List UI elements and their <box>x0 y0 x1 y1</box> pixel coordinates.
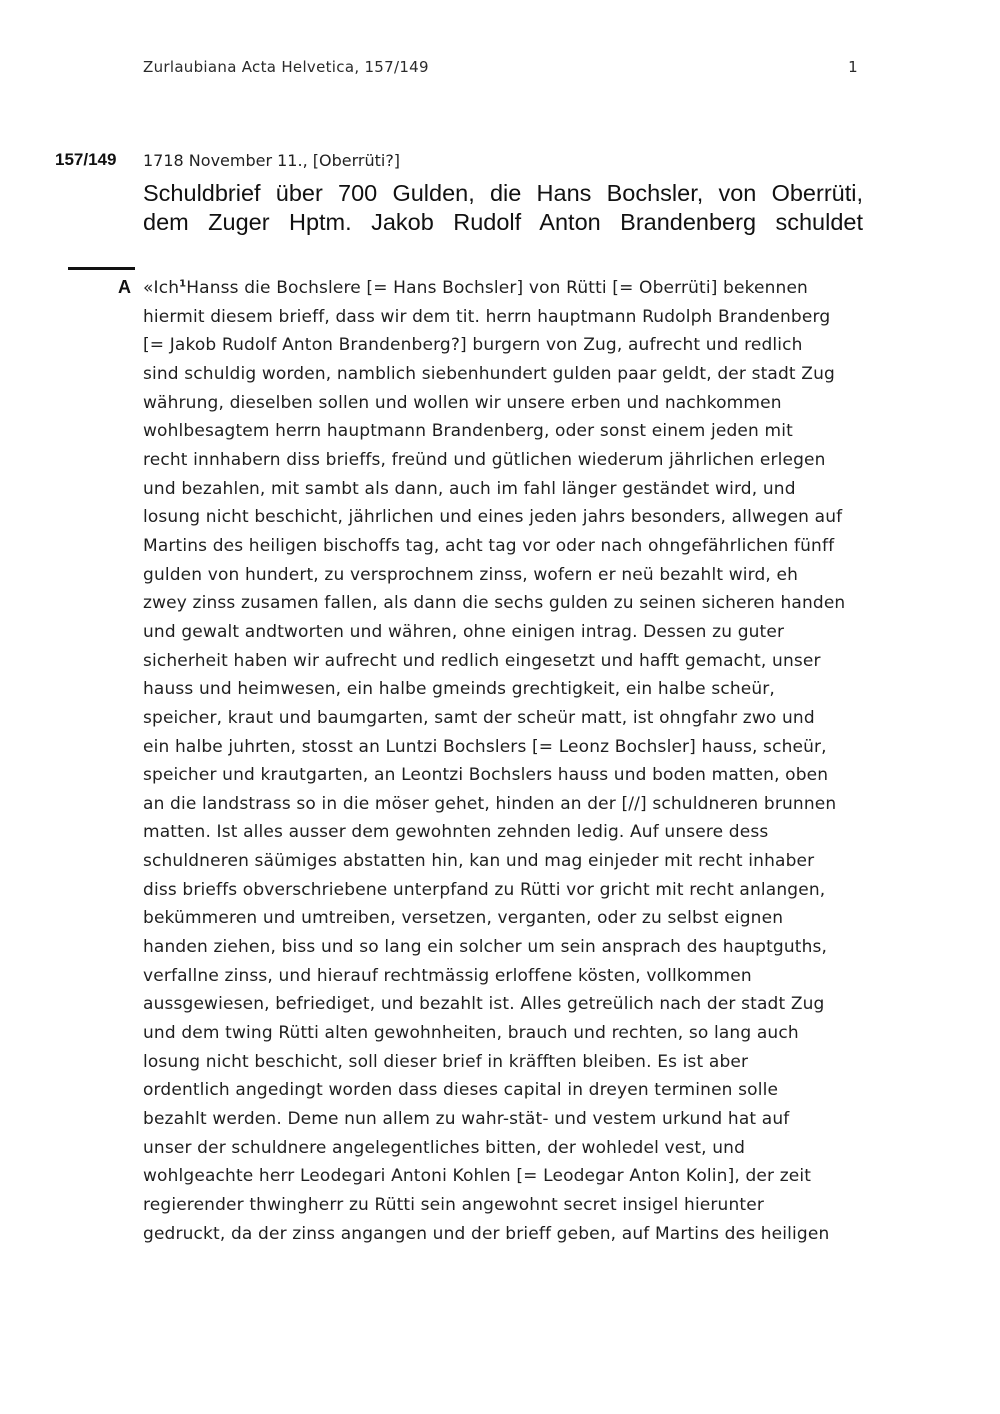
document-date-place: 1718 November 11., [Oberrüti?] <box>143 151 401 170</box>
body-line: handen ziehen, biss und so lang ein solcher um sein ansprach des hauptguths, <box>143 937 828 958</box>
body-line: und gewalt andtworten und währen, ohne einigen intrag. Dessen zu guter <box>143 621 785 642</box>
body-line: verfallne zinss, und hierauf rechtmässig erloffene kösten, vollkommen <box>143 965 752 986</box>
section-divider <box>68 267 135 270</box>
running-title: Zurlaubiana Acta Helvetica, 157/149 <box>143 58 429 76</box>
body-line: unser der schuldnere angelegentliches bitten, der wohledel vest, und <box>143 1137 746 1158</box>
body-line: speicher und krautgarten, an Leontzi Bochslers hauss und boden matten, oben <box>143 765 829 786</box>
body-line: hiermit diesem brieff, dass wir dem tit. herrn hauptmann Rudolph Brandenberg <box>143 306 831 327</box>
body-line: und dem twing Rütti alten gewohnheiten, brauch und rechten, so lang auch <box>143 1023 799 1044</box>
body-line: gulden von hundert, zu versprochnem zinss, wofern er neü bezahlt wird, eh <box>143 564 799 585</box>
body-line: recht innhabern diss brieffs, freünd und gütlichen wiederum jährlichen erlegen <box>143 449 826 470</box>
body-line: aussgewiesen, befriediget, und bezahlt ist. Alles getreülich nach der stadt Zug <box>143 994 825 1015</box>
body-line: losung nicht beschicht, jährlichen und eines jeden jahrs besonders, allwegen auf <box>143 507 843 528</box>
body-line: gedruckt, da der zinss angangen und der brieff geben, auf Martins des heiligen <box>143 1223 830 1244</box>
body-line: zwey zinss zusamen fallen, als dann die sechs gulden zu seinen sicheren handen <box>143 593 846 614</box>
document-body <box>143 274 863 1248</box>
body-line: und bezahlen, mit sambt als dann, auch im fahl länger geständet wird, und <box>143 478 796 499</box>
body-line: währung, dieselben sollen und wollen wir unsere erben und nachkommen <box>143 392 782 413</box>
body-line: schuldneren säümiges abstatten hin, kan und mag einjeder mit recht inhaber <box>143 851 815 872</box>
body-line: hauss und heimwesen, ein halbe gmeinds grechtigkeit, ein halbe scheür, <box>143 679 775 700</box>
body-line: sicherheit haben wir aufrecht und redlich eingesetzt und hafft gemacht, unser <box>143 650 821 671</box>
body-first-prefix: «Ich <box>143 278 180 298</box>
body-line: matten. Ist alles ausser dem gewohnten zehnden ledig. Auf unsere dess <box>143 822 769 843</box>
body-first-rest: Hanss die Bochslere [= Hans Bochsler] von Rütti [= Oberrüti] bekennen <box>186 278 808 298</box>
body-line: ordentlich angedingt worden dass dieses capital in dreyen terminen solle <box>143 1080 779 1101</box>
body-line: wohlbesagtem herrn hauptmann Brandenberg, oder sonst einem jeden mit <box>143 421 793 442</box>
footnote-marker[interactable]: 1 <box>179 278 187 290</box>
body-line: sind schuldig worden, namblich siebenhundert gulden paar geldt, der stadt Zug <box>143 363 835 384</box>
body-line: ein halbe juhrten, stosst an Luntzi Bochslers [= Leonz Bochsler] hauss, scheür, <box>143 736 827 757</box>
body-line: losung nicht beschicht, soll dieser brief in kräfften bleiben. Es ist aber <box>143 1051 749 1072</box>
page-number: 1 <box>848 58 858 76</box>
body-line: wohlgeachte herr Leodegari Antoni Kohlen [= Leodegar Anton Kolin], der zeit <box>143 1166 812 1187</box>
running-header <box>143 58 858 80</box>
body-line: bezahlt werden. Deme nun allem zu wahr-stät- und vestem urkund hat auf <box>143 1109 790 1130</box>
body-line <box>143 274 863 303</box>
body-line: diss brieffs obverschriebene unterpfand zu Rütti vor gricht mit recht anlangen, <box>143 879 826 900</box>
body-line: an die landstrass so in die möser gehet, hinden an der [//] schuldneren brunnen <box>143 793 837 814</box>
document-number: 157/149 <box>55 150 117 169</box>
body-line: bekümmeren und umtreiben, versetzen, verganten, oder zu selbst eignen <box>143 908 784 929</box>
body-line: regierender thwingherr zu Rütti sein angewohnt secret insigel hierunter <box>143 1195 764 1215</box>
title-line: Schuldbrief über 700 Gulden, die Hans Bochsler, von Oberrüti, <box>143 180 863 206</box>
body-line: Martins des heiligen bischoffs tag, acht tag vor oder nach ohngefährlichen fünff <box>143 535 835 556</box>
body-line: [= Jakob Rudolf Anton Brandenberg?] burgern von Zug, aufrecht und redlich <box>143 335 803 356</box>
document-title <box>143 179 863 237</box>
title-line: dem Zuger Hptm. Jakob Rudolf Anton Brandenberg schuldet <box>143 209 863 235</box>
body-line: speicher, kraut und baumgarten, samt der scheür matt, ist ohngfahr zwo und <box>143 707 815 728</box>
witness-label: A <box>118 277 131 297</box>
